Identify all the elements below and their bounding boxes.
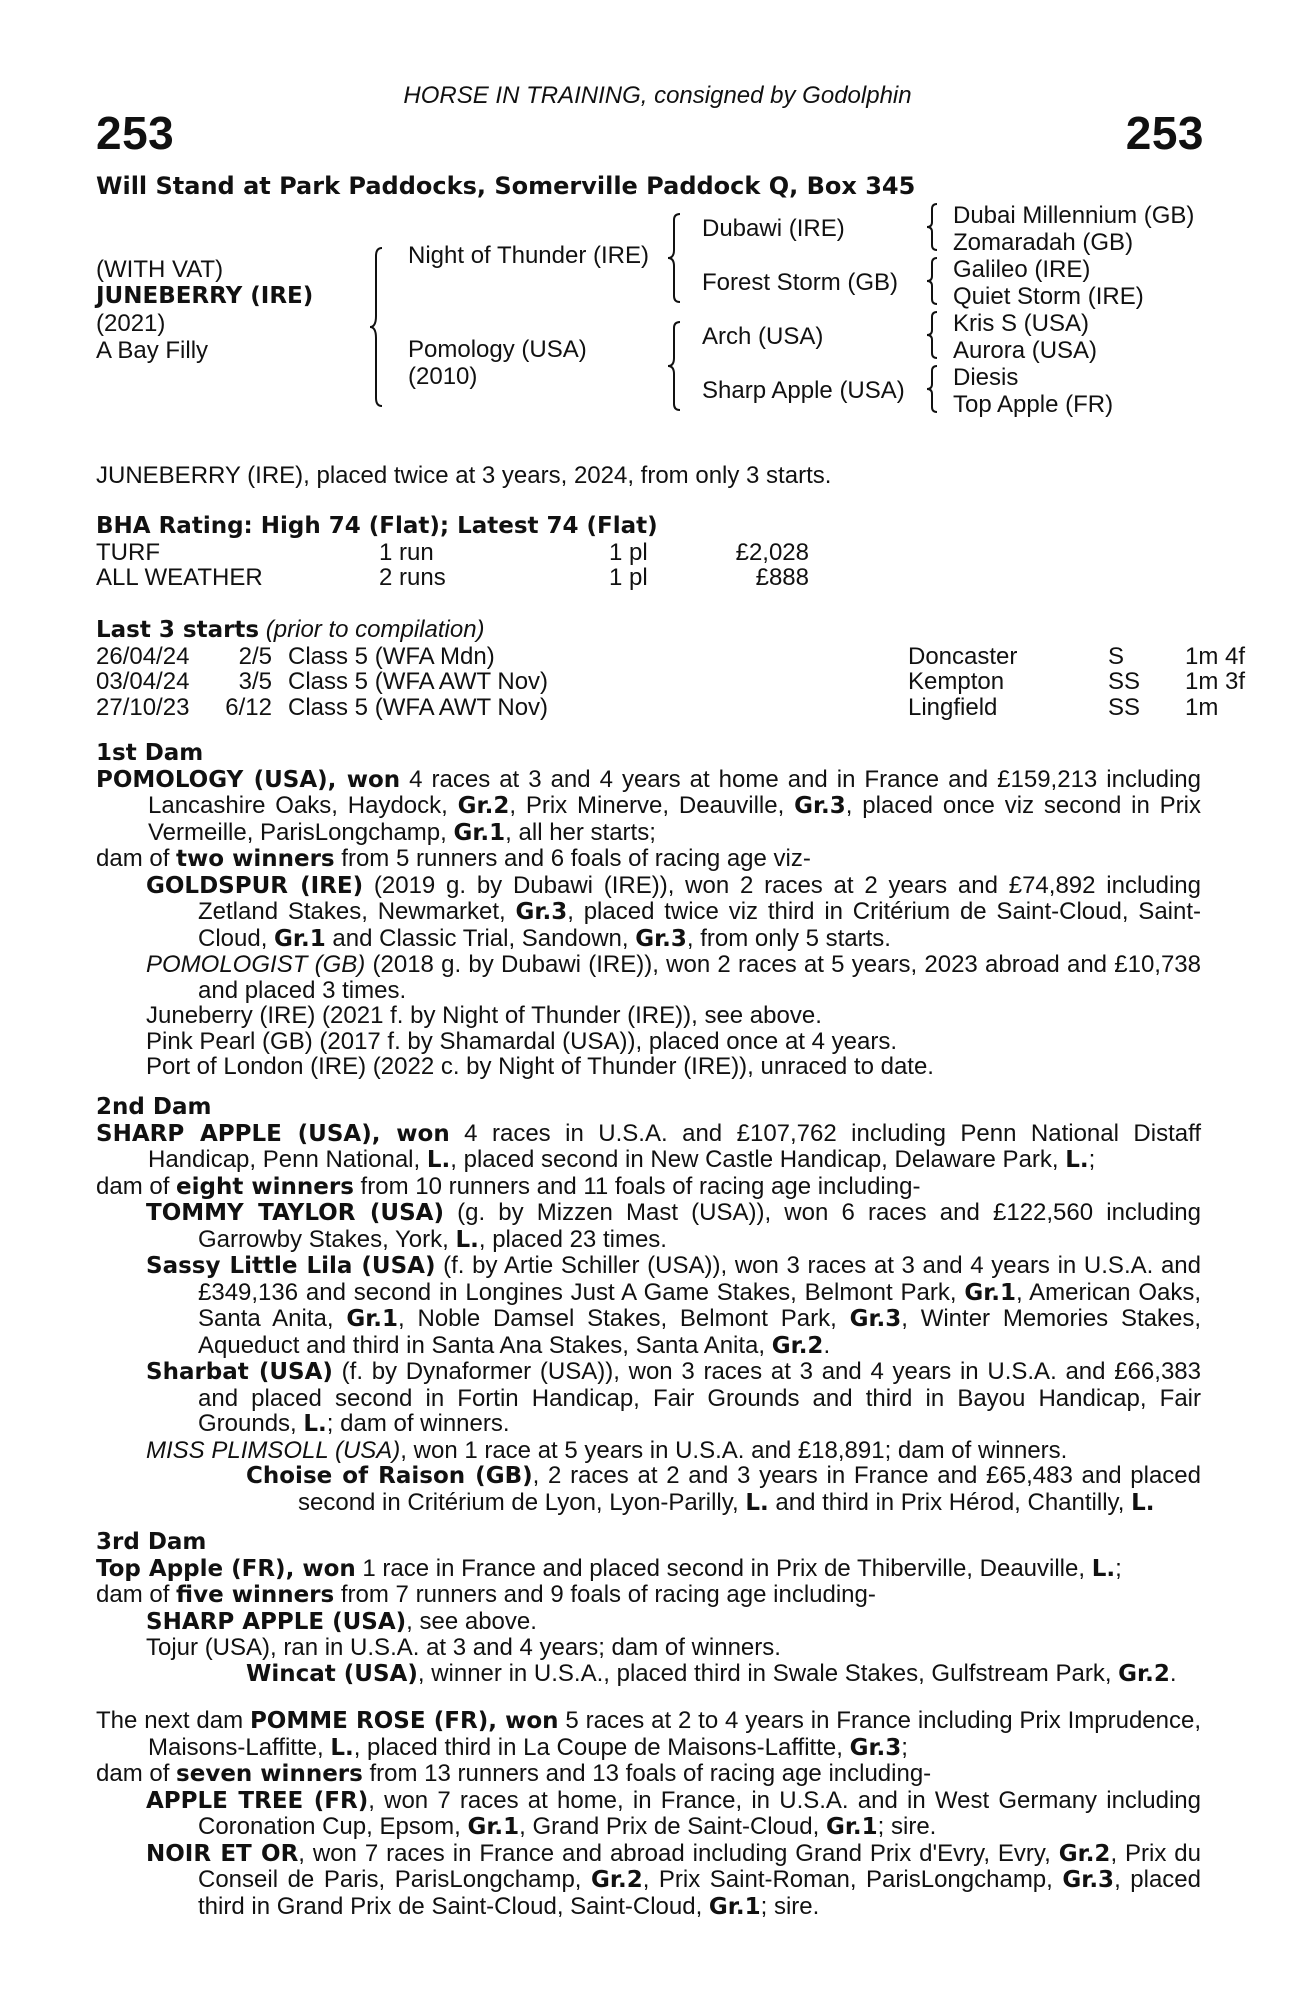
list-item: [96, 1788, 1201, 1841]
lot-number-right: 253: [1125, 107, 1204, 159]
second-dam-produce: [96, 1174, 1201, 1201]
pedigree-brace-main: [368, 246, 388, 408]
list-item: Juneberry (IRE) (2021 f. by Night of Thunder (IRE)), see above.: [146, 1002, 822, 1029]
record-text: and third in Prix Hérod, Chantilly,: [768, 1488, 1132, 1516]
won-label: , won: [371, 1120, 450, 1147]
third-dam-record: [96, 1556, 1201, 1583]
list-item: [96, 1438, 1201, 1464]
record-text: dam of: [96, 1172, 177, 1200]
record-text: , from only 5 starts.: [686, 924, 891, 952]
next-dam-name: POMME ROSE (FR): [249, 1708, 489, 1734]
listed-label: L.: [303, 1411, 327, 1437]
record-text: , won 7 races at home, in France, in U.S.A. and in West Germany including Coronation Cup, Epsom,: [198, 1786, 1201, 1840]
winners-count: two winners: [176, 846, 335, 872]
record-text: .: [823, 1331, 831, 1359]
pedigree-g7: Diesis: [953, 364, 1019, 391]
offspring-name: Sassy Little Lila (USA): [146, 1253, 436, 1279]
record-surface: TURF: [96, 538, 160, 566]
pedigree-brace-sire: [666, 212, 686, 304]
start-course: Kempton: [908, 668, 1005, 695]
list-item: [96, 1661, 1201, 1688]
listed-label: L.: [455, 1226, 479, 1253]
winners-count: eight winners: [176, 1173, 354, 1200]
list-item: [96, 1841, 1201, 1921]
winners-count: seven winners: [176, 1761, 363, 1787]
last-starts-table: [96, 644, 1245, 721]
grade-label: Gr.3: [849, 1734, 902, 1761]
third-dam-produce: [96, 1582, 1201, 1609]
record-text: ; dam of winners.: [326, 1410, 510, 1437]
listed-label: L.: [745, 1489, 769, 1516]
grade-label: Gr.1: [274, 925, 326, 952]
pedigree-dam-dam: Sharp Apple (USA): [702, 377, 905, 404]
list-item: [96, 1463, 1201, 1516]
offspring-name: APPLE TREE (FR): [146, 1787, 369, 1814]
record-text: , winner in U.S.A., placed third in Swale Stakes, Gulfstream Park,: [417, 1659, 1119, 1687]
record-text: ;: [901, 1733, 908, 1761]
grade-label: Gr.3: [1062, 1867, 1115, 1893]
record-text: , see above.: [406, 1607, 537, 1635]
bha-record-table: [96, 540, 809, 591]
record-text: , Grand Prix de Saint-Cloud,: [519, 1813, 826, 1840]
start-distance: 1m: [1185, 693, 1219, 721]
record-text: from 10 runners and 11 foals of racing age including-: [353, 1172, 921, 1200]
pedigree-g6: Aurora (USA): [953, 337, 1098, 364]
first-dam-name: POMOLOGY (USA): [96, 766, 328, 793]
third-dam-section: [96, 1530, 1201, 1687]
offspring-name: POMOLOGIST (GB): [146, 951, 366, 978]
record-text: , won 7 races in France and abroad including Grand Prix d'Evry, Evry,: [298, 1839, 1059, 1867]
record-text: dam of: [96, 1760, 177, 1787]
record-text: , American Oaks, Santa Anita,: [198, 1278, 1202, 1332]
list-item: [96, 952, 1201, 1003]
pedigree-brace-g1: [925, 202, 941, 252]
record-text: and Classic Trial, Sandown,: [325, 924, 636, 952]
record-surface: ALL WEATHER: [96, 564, 263, 591]
table-row: [96, 540, 809, 566]
list-item: [96, 1359, 1201, 1438]
table-row: [96, 669, 1245, 695]
record-text: from 13 runners and 13 foals of racing age including-: [362, 1760, 932, 1787]
third-dam-heading: 3rd Dam: [96, 1529, 207, 1555]
record-text: (2018 g. by Dubawi (IRE)), won 2 races at 5 years, 2023 abroad and £10,738 and placed 3 times.: [198, 951, 1202, 1004]
record-text: The next dam: [96, 1707, 250, 1734]
record-text: ; sire.: [760, 1892, 820, 1920]
stand-location: Will Stand at Park Paddocks, Somerville Paddock Q, Box 345: [96, 172, 916, 200]
start-date: 27/10/23: [96, 693, 190, 721]
record-runs: 1 run: [379, 538, 434, 566]
record-text: from 5 runners and 6 foals of racing age viz-: [334, 845, 811, 872]
next-dam-section: [96, 1708, 1201, 1920]
record-text: ; sire.: [877, 1813, 937, 1840]
list-item: [96, 1200, 1201, 1253]
grade-label: Gr.1: [825, 1814, 878, 1840]
list-item: Pink Pearl (GB) (2017 f. by Shamardal (USA)), placed once at 4 years.: [146, 1027, 897, 1055]
start-date: 26/04/24: [96, 642, 190, 670]
pedigree-sire-dam: Forest Storm (GB): [702, 269, 899, 296]
grade-label: Gr.3: [849, 1306, 902, 1332]
record-text: 4 races in U.S.A. and £107,762 including Penn National Distaff Handicap, Penn National,: [148, 1119, 1201, 1173]
start-position: 3/5: [238, 668, 272, 695]
second-dam-section: [96, 1095, 1201, 1516]
record-text: from 7 runners and 9 foals of racing age including-: [334, 1581, 876, 1608]
catalogue-header: HORSE IN TRAINING, consigned by Godolphin: [403, 82, 912, 109]
record-text: , placed second in New Castle Handicap, Delaware Park,: [450, 1146, 1066, 1173]
record-text: (g. by Mizzen Mast (USA)), won 6 races and £122,560 including Garrowby Stakes, York,: [198, 1199, 1201, 1253]
first-dam-record: [96, 767, 1201, 847]
list-item: Port of London (IRE) (2022 c. by Night of Thunder (IRE)), unraced to date.: [146, 1053, 934, 1080]
table-row: [96, 644, 1245, 670]
pedigree-brace-g3: [925, 310, 941, 360]
record-runs: 2 runs: [379, 564, 446, 591]
grade-label: Gr.1: [346, 1306, 399, 1332]
record-prize: £2,028: [735, 538, 809, 566]
grade-label: Gr.1: [708, 1893, 761, 1920]
record-placed: 1 pl: [609, 538, 648, 566]
record-text: ;: [1088, 1146, 1096, 1173]
listed-label: L.: [1065, 1147, 1089, 1173]
start-going: SS: [1108, 668, 1141, 695]
second-dam-name: SHARP APPLE (USA): [96, 1120, 372, 1147]
start-going: SS: [1108, 693, 1141, 721]
pedigree-dam: Pomology (USA): [408, 336, 587, 363]
record-text: , 2 races at 2 and 3 years in France and £65,483 and placed second in Critérium de Lyon, Lyon-Parilly,: [298, 1462, 1201, 1516]
offspring-name: SHARP APPLE (USA): [146, 1608, 407, 1635]
pedigree-brace-g4: [925, 364, 941, 414]
pedigree-dam-sire: Arch (USA): [702, 323, 824, 350]
second-dam-heading: 2nd Dam: [96, 1094, 212, 1120]
pedigree-g3: Galileo (IRE): [953, 256, 1091, 283]
start-distance: 1m 3f: [1185, 668, 1246, 695]
start-going: S: [1108, 642, 1125, 670]
start-race: Class 5 (WFA AWT Nov): [288, 693, 549, 721]
last-starts-block: [96, 617, 1245, 720]
record-text: , Noble Damsel Stakes, Belmont Park,: [398, 1305, 850, 1332]
grade-label: Gr.3: [515, 899, 568, 925]
offspring-name: TOMMY TAYLOR (USA): [146, 1200, 444, 1226]
record-text: , placed third in La Coupe de Maisons-Laffitte,: [353, 1733, 850, 1761]
lot-number-left: 253: [96, 107, 175, 159]
start-position: 6/12: [225, 693, 272, 721]
grade-label: Gr.1: [467, 1814, 520, 1840]
start-date: 03/04/24: [96, 668, 190, 695]
start-distance: 1m 4f: [1185, 642, 1246, 670]
horse-description: A Bay Filly: [96, 337, 209, 364]
pedigree-sire-sire: Dubawi (IRE): [702, 215, 845, 242]
pedigree-sire: Night of Thunder (IRE): [408, 242, 649, 269]
bha-rating-block: [96, 514, 809, 591]
record-text: .: [1169, 1659, 1177, 1687]
listed-label: L.: [330, 1734, 354, 1761]
list-item: [96, 873, 1201, 953]
record-placed: 1 pl: [609, 564, 648, 591]
pedigree-g8: Top Apple (FR): [953, 391, 1114, 418]
record-text: , placed third in Grand Prix de Saint-Cloud, Saint-Cloud,: [198, 1866, 1201, 1920]
pedigree-g2: Zomaradah (GB): [953, 229, 1134, 256]
listed-label: L.: [1131, 1489, 1155, 1516]
race-summary: JUNEBERRY (IRE), placed twice at 3 years, 2024, from only 3 starts.: [96, 462, 832, 489]
pedigree-g4: Quiet Storm (IRE): [953, 283, 1144, 310]
first-dam-heading: 1st Dam: [96, 740, 204, 766]
record-text: (f. by Artie Schiller (USA)), won 3 races at 3 and 4 years in U.S.A. and £349,136 and second in Longines Just A Game Stakes, Belmont Park,: [198, 1252, 1201, 1306]
third-dam-name: Top Apple (FR): [96, 1555, 286, 1582]
horse-year: (2021): [96, 310, 166, 337]
record-text: , placed twice viz third in Critérium de Saint-Cloud, Saint-Cloud,: [198, 898, 1202, 952]
record-text: , Prix Minerve, Deauville,: [509, 792, 795, 819]
listed-label: L.: [1091, 1555, 1116, 1582]
record-text: , Prix Saint-Roman, ParisLongchamp,: [642, 1866, 1063, 1893]
second-dam-record: [96, 1121, 1201, 1174]
next-dam-record: [96, 1708, 1201, 1761]
won-label: , won: [488, 1708, 559, 1734]
start-race: Class 5 (WFA Mdn): [288, 642, 495, 670]
offspring-name: Sharbat (USA): [146, 1359, 333, 1385]
record-prize: £888: [755, 564, 809, 591]
pedigree-g1: Dubai Millennium (GB): [953, 202, 1195, 229]
pedigree-dam-year: (2010): [408, 363, 478, 390]
won-label: , won: [285, 1555, 356, 1582]
table-row: [96, 565, 809, 591]
pedigree-g5: Kris S (USA): [953, 310, 1090, 337]
last-starts-title: Last 3 starts: [96, 617, 260, 643]
start-race: Class 5 (WFA AWT Nov): [288, 668, 549, 695]
horse-name: JUNEBERRY (IRE): [96, 283, 314, 309]
list-item: [96, 1253, 1201, 1359]
listed-label: L.: [426, 1147, 451, 1173]
grade-label: Gr.2: [457, 793, 510, 819]
offspring-name: MISS PLIMSOLL (USA): [146, 1436, 401, 1464]
offspring-name: Wincat (USA): [246, 1660, 418, 1687]
record-text: 1 race in France and placed second in Prix de Thiberville, Deauville,: [355, 1554, 1092, 1582]
first-dam-produce: [96, 846, 1201, 873]
table-row: [96, 695, 1245, 721]
record-text: (2019 g. by Dubawi (IRE)), won 2 races at 2 years and £74,892 including Zetland Stakes, Newmarket,: [198, 871, 1202, 925]
record-text: ;: [1115, 1554, 1122, 1582]
list-item: [96, 1609, 1201, 1636]
record-text: , won 1 race at 5 years in U.S.A. and £18,891; dam of winners.: [400, 1436, 1068, 1464]
offspring-name: GOLDSPUR (IRE): [146, 872, 364, 899]
record-text: , Winter Memories Stakes, Aqueduct and third in Santa Ana Stakes, Santa Anita,: [198, 1305, 1201, 1359]
vat-note: (WITH VAT): [96, 256, 224, 283]
pedigree-brace-g2: [925, 256, 941, 306]
record-text: , placed once viz second in Prix Vermeille, ParisLongchamp,: [148, 792, 1201, 846]
grade-label: Gr.3: [794, 793, 846, 819]
start-position: 2/5: [238, 642, 272, 670]
grade-label: Gr.1: [964, 1279, 1016, 1306]
grade-label: Gr.2: [591, 1867, 643, 1893]
record-text: (f. by Dynaformer (USA)), won 3 races at 3 and 4 years in U.S.A. and £66,383 and placed second in Fortin Handicap, Fair Grounds and third in Bayou Handicap, Fair Grounds,: [198, 1358, 1201, 1437]
list-item: Tojur (USA), ran in U.S.A. at 3 and 4 years; dam of winners.: [146, 1634, 781, 1661]
record-text: , placed 23 times.: [478, 1225, 667, 1253]
record-text: , Prix du Conseil de Paris, ParisLongchamp,: [198, 1839, 1201, 1893]
start-course: Lingfield: [908, 693, 998, 721]
record-text: dam of: [96, 845, 177, 872]
grade-label: Gr.3: [635, 925, 687, 952]
offspring-name: Choise of Raison (GB): [246, 1463, 533, 1489]
pedigree-brace-dam: [666, 320, 686, 412]
grade-label: Gr.2: [1118, 1660, 1170, 1687]
grade-label: Gr.2: [771, 1332, 824, 1359]
record-text: dam of: [96, 1581, 177, 1608]
last-starts-note: (prior to compilation): [265, 616, 485, 643]
record-text: , all her starts;: [505, 818, 656, 846]
grade-label: Gr.2: [1058, 1840, 1111, 1867]
grade-label: Gr.1: [453, 819, 506, 846]
offspring-name: NOIR ET OR: [146, 1840, 299, 1867]
next-dam-produce: [96, 1761, 1201, 1788]
start-course: Doncaster: [908, 642, 1018, 670]
won-label: , won: [327, 766, 401, 793]
bha-rating-title: BHA Rating: High 74 (Flat); Latest 74 (Flat): [96, 513, 658, 539]
record-text: 4 races at 3 and 4 years at home and in France and £159,213 including Lancashire Oaks, Haydock,: [148, 765, 1201, 819]
winners-count: five winners: [176, 1582, 335, 1608]
record-text: 5 races at 2 to 4 years in France including Prix Imprudence, Maisons-Laffitte,: [148, 1707, 1201, 1761]
first-dam-section: [96, 741, 1201, 1080]
